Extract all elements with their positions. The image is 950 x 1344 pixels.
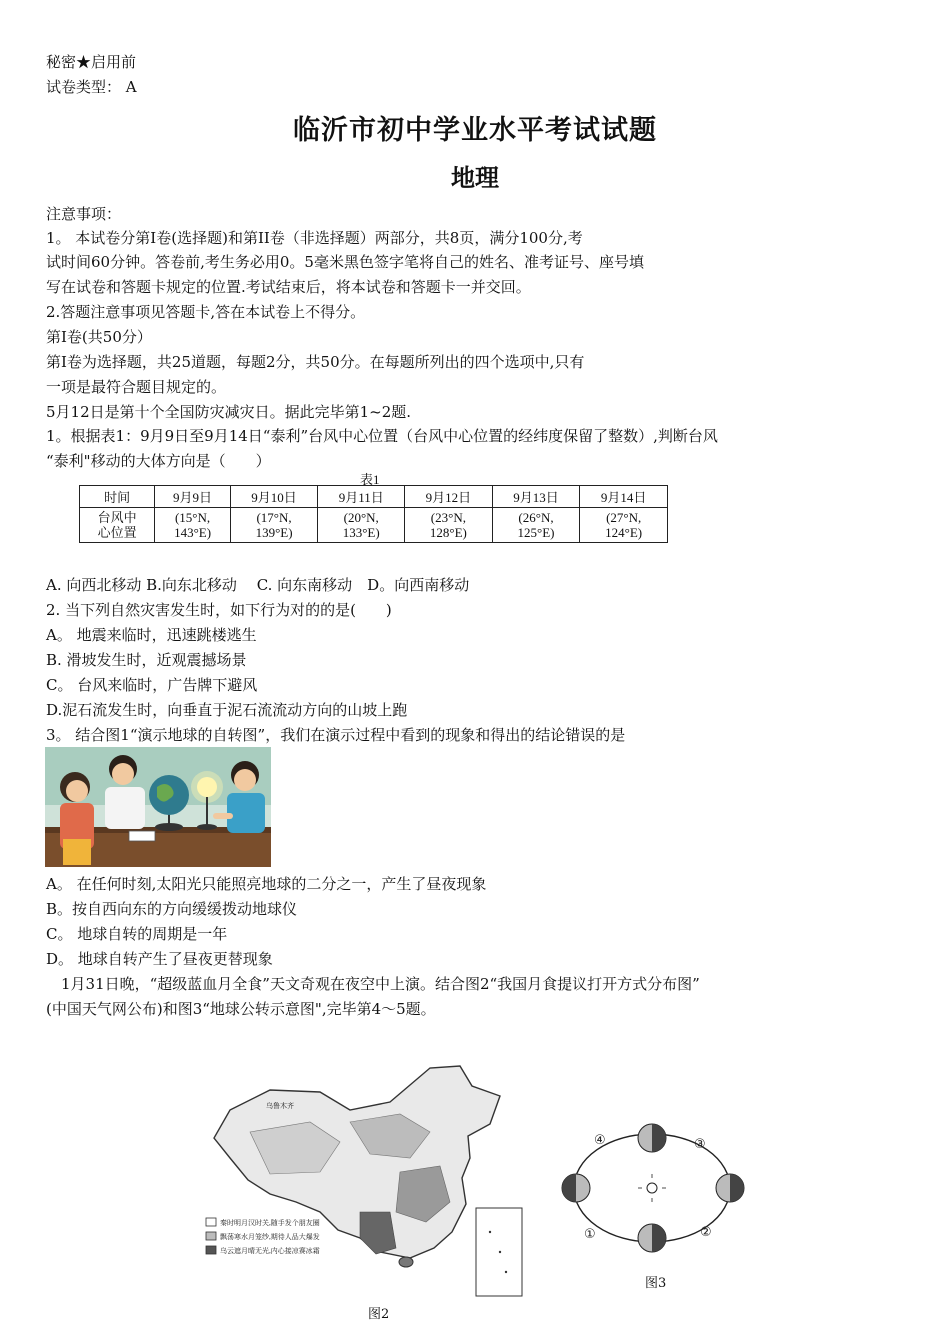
fig3-caption: 图3: [645, 1276, 667, 1291]
table-header-cell: 9月10日: [230, 486, 318, 508]
q3-option: A。 在任何时刻,太阳光只能照亮地球的二分之一，产生了昼夜现象: [46, 875, 487, 893]
orbit-label: ②: [700, 1225, 712, 1240]
orbit-label: ①: [584, 1227, 596, 1242]
q2-option: D.泥石流发生时，向垂直于泥石流流动方向的山坡上跑: [46, 701, 408, 719]
q3-option: C。 地球自转的周期是一年: [46, 925, 228, 943]
orbit-label: ③: [694, 1137, 706, 1152]
secret-label: 秘密★启用前: [46, 53, 137, 71]
part1-title: 第Ⅰ卷(共50分）: [46, 328, 152, 346]
q3-option: D。 地球自转产生了昼夜更替现象: [46, 950, 273, 968]
table-header-cell: 时间: [80, 486, 155, 508]
notice-line: 试时间60分钟。答卷前,考生务必用0。5毫米黑色签字笔将自己的姓名、准考证号、座号填: [46, 253, 644, 271]
legend-label: 秦时明月汉时关,随手发个朋友圈: [220, 1219, 320, 1227]
legend-label: 飘荡寒水月笼纱,期待人品大爆发: [220, 1233, 320, 1241]
notice-line: 1。 本试卷分第Ⅰ卷(选择题)和第II卷（非选择题）两部分，共8页，满分100分,考: [46, 229, 583, 247]
orbit-label: ④: [594, 1133, 606, 1148]
table-header-cell: 9月13日: [492, 486, 580, 508]
q1-options: A. 向西北移动 B.向东北移动 C. 向东南移动 D。向西南移动: [46, 576, 470, 594]
table-cell: (17°N, 139°E): [230, 508, 318, 543]
revolution-diagram: [556, 1122, 756, 1272]
subject-title: 地理: [451, 163, 499, 192]
rotation-illustration: [45, 747, 271, 867]
table-row: [80, 508, 668, 543]
table-cell: (26°N, 125°E): [492, 508, 580, 543]
paper-type: 试卷类型： A: [46, 78, 137, 96]
part1-intro: 一项是最符合题目规定的。: [46, 378, 227, 396]
china-map: [200, 1062, 530, 1300]
q45-lead: 1月31日晚，“超级蓝血月全食”天文奇观在夜空中上演。结合图2“我国月食提议打开方式分布图”: [46, 975, 700, 993]
table-cell: 台风中 心位置: [80, 508, 155, 543]
table-header-cell: 9月11日: [318, 486, 405, 508]
q3-stem: 3。 结合图1“演示地球的自转图”，我们在演示过程中看到的现象和得出的结论错误的是: [46, 726, 626, 744]
q2-option: C。 台风来临时，广告牌下避风: [46, 676, 258, 694]
table-cell: (23°N, 128°E): [405, 508, 493, 543]
q2-option: A。 地震来临时，迅速跳楼逃生: [46, 626, 257, 644]
map-city-label: 乌鲁木齐: [266, 1102, 294, 1110]
q1-stem: 1。根据表1：9月9日至9月14日“泰利”台风中心位置（台风中心位置的经纬度保留了整数）,判断台风: [46, 427, 718, 445]
table-cell: (20°N, 133°E): [318, 508, 405, 543]
q1-stem: “泰利"移动的大体方向是（ ）: [46, 452, 271, 470]
table-header-cell: 9月14日: [580, 486, 668, 508]
notice-line: 2.答题注意事项见答题卡,答在本试卷上不得分。: [46, 303, 366, 321]
exam-title: 临沂市初中学业水平考试试题: [293, 115, 657, 146]
table-cell: (15°N, 143°E): [155, 508, 230, 543]
typhoon-table: [79, 485, 668, 543]
q3-option: B。按自西向东的方向缓缓拨动地球仪: [46, 900, 298, 918]
notice-line: 写在试卷和答题卡规定的位置.考试结束后，将本试卷和答题卡一并交回。: [46, 278, 531, 296]
table-caption: 表1: [360, 472, 380, 487]
table-header-cell: 9月12日: [405, 486, 493, 508]
q45-lead: (中国天气网公布)和图3“地球公转示意图",完毕第4～5题。: [46, 1000, 436, 1018]
table-header-cell: 9月9日: [155, 486, 230, 508]
part1-intro: 第Ⅰ卷为选择题，共25道题，每题2分，共50分。在每题所列出的四个选项中,只有: [46, 353, 585, 371]
legend-label: 乌云遮月晴无光,内心接凉赛冰霜: [220, 1247, 320, 1255]
table-cell: (27°N, 124°E): [580, 508, 668, 543]
fig2-caption: 图2: [368, 1307, 390, 1322]
notice-heading: 注意事项：: [46, 205, 122, 223]
part1-lead: 5月12日是第十个全国防灾减灾日。据此完毕第1~2题.: [46, 403, 412, 421]
table-header-row: [80, 486, 668, 508]
q2-stem: 2. 当下列自然灾害发生时，如下行为对的的是( ): [46, 601, 392, 619]
q2-option: B. 滑坡发生时，近观震撼场景: [46, 651, 247, 669]
